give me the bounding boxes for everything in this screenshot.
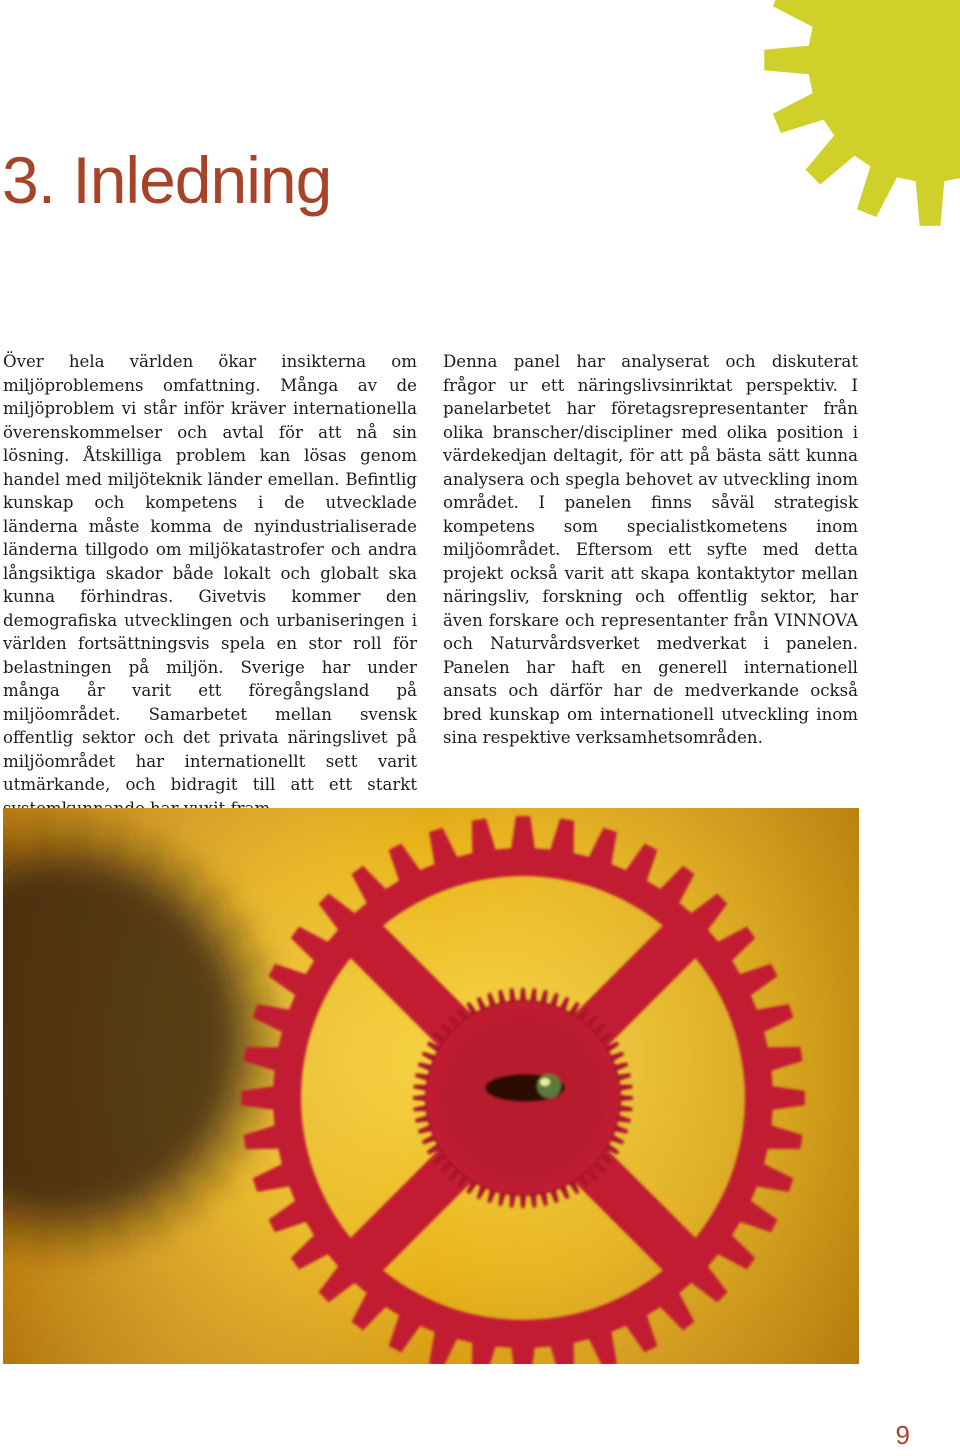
- page-number: 9: [895, 1420, 910, 1450]
- body-text-left-column: Över hela världen ökar insikterna om miljöproblemens omfattning. Många av de miljöproblem vi står inför kräver internationella överenskommelser och avtal för att nå sin lösning. Åtskilliga problem kan lösas genom handel med miljöteknik länder emellan. Befintlig kunskap och kompetens i de utvecklade länderna måste komma de nyindustrialiserade länderna tillgodo om miljökatastrofer och andra långsiktiga skador både lokalt och globalt ska kunna förhindras. Givetvis kommer den demografiska utvecklingen och urbaniseringen i världen fortsättningsvis spela en stor roll för belastningen på miljön. Sverige har under många år varit ett föregångsland på miljöområdet. Samarbetet mellan svensk offentlig sektor och det privata näringslivet på miljöområdet har internationellt sett varit utmärkande, och bidragit till att ett starkt: [3, 352, 417, 794]
- corner-gear-icon: [760, 0, 960, 240]
- body-text-right-column: Denna panel har analyserat och diskuterat frågor ur ett näringslivsinriktat perspektiv. I panelarbetet har företagsrepresentanter från olika branscher/discipliner med olika position i värdekedjan deltagit, för att på bästa sätt kunna analysera och spegla behovet av utveckling inom området. I panelen finns såväl strategisk kompetens som specialistkometens inom miljöområdet. Eftersom ett syfte med detta projekt också varit att skapa kontaktytor mellan näringsliv, forskning och offentlig sektor, har även forskare och representanter från VINNOVA och Naturvårdsverket medverkat i panelen. Panelen har haft en generell internationell ansats och därför har de medverkande också bred kunskap om internationell utveckling inom sina respektive verksamhetsområden.: [443, 352, 858, 747]
- gear-photo: [3, 808, 859, 1364]
- page-title: 3. Inledning: [2, 143, 332, 217]
